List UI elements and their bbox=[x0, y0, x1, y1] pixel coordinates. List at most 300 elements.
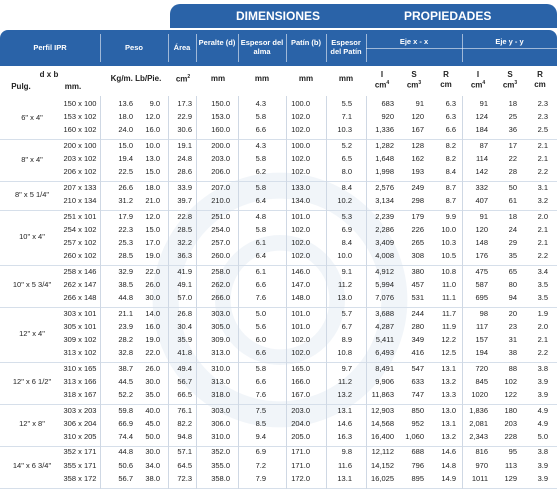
cell-sx: 298 bbox=[411, 196, 424, 205]
cell-ry: 4.9 bbox=[537, 405, 548, 415]
cell-ix: 1,336 bbox=[375, 125, 394, 135]
cell-sx: 796 bbox=[411, 460, 424, 470]
cell-iy: 120 bbox=[475, 224, 488, 234]
cell-iy: 142 bbox=[475, 167, 488, 177]
cell-ry: 2.2 bbox=[537, 348, 548, 358]
cell-peso-kg: 32.9 bbox=[118, 266, 133, 276]
cell-espesor-alma: 5.0 bbox=[255, 308, 266, 318]
cell-iy: 87 bbox=[479, 140, 488, 150]
cell-iy: 91 bbox=[479, 99, 488, 108]
cell-area: 66.5 bbox=[177, 390, 192, 399]
cell-ry: 2.3 bbox=[537, 112, 548, 122]
cell-ry: 4.9 bbox=[537, 418, 548, 428]
cell-dim: 313 x 102 bbox=[63, 348, 97, 358]
cell-rx: 6.3 bbox=[445, 112, 456, 122]
cell-sx: 162 bbox=[411, 154, 424, 164]
cell-area: 28.5 bbox=[177, 224, 192, 234]
cell-ry: 1.9 bbox=[537, 308, 548, 318]
cell-espesor-alma: 7.6 bbox=[255, 293, 266, 302]
cell-ry: 2.1 bbox=[537, 224, 548, 234]
cell-rx: 9.9 bbox=[445, 211, 456, 221]
unit-iy-label: I bbox=[476, 70, 480, 79]
cell-sy: 24 bbox=[508, 224, 517, 234]
cell-sy: 20 bbox=[508, 308, 517, 318]
cell-peso-kg: 25.3 bbox=[118, 237, 133, 247]
unit-area: $cm^2$ bbox=[175, 74, 191, 84]
cell-rx: 14.8 bbox=[441, 460, 456, 470]
cell-peralte: 260.0 bbox=[211, 251, 230, 261]
cell-peralte: 150.0 bbox=[211, 99, 230, 108]
cell-ix: 14,152 bbox=[371, 460, 394, 470]
cell-sx: 747 bbox=[411, 390, 424, 399]
cell-peralte: 318.0 bbox=[211, 390, 230, 399]
cell-patin: 203.0 bbox=[291, 405, 310, 415]
cell-peso-lb: 12.0 bbox=[145, 112, 160, 122]
header-espesor-patin: Espesor del Patín bbox=[330, 38, 362, 56]
cell-iy: 1011 bbox=[471, 473, 488, 483]
cell-sx: 349 bbox=[411, 334, 424, 344]
cell-iy: 98 bbox=[479, 308, 488, 318]
cell-peso-lb: 19.0 bbox=[145, 334, 160, 344]
cell-sx: 91 bbox=[415, 99, 424, 108]
cell-peralte: 258.0 bbox=[211, 266, 230, 276]
cell-espesor-alma: 7.6 bbox=[255, 390, 266, 399]
cell-rx: 12.2 bbox=[441, 334, 456, 344]
section-header-band bbox=[170, 4, 557, 28]
cell-espesor-patin: 14.6 bbox=[337, 418, 352, 428]
cell-sx: 128 bbox=[411, 140, 424, 150]
cell-dim: 150 x 100 bbox=[63, 99, 97, 108]
cell-peso-kg: 21.1 bbox=[118, 308, 133, 318]
cell-espesor-alma: 7.5 bbox=[255, 405, 266, 415]
cell-ry: 3.5 bbox=[537, 293, 548, 302]
cell-patin: 205.0 bbox=[291, 431, 310, 441]
cell-peso-lb: 30.0 bbox=[145, 376, 160, 386]
cell-sx: 688 bbox=[411, 447, 424, 457]
cell-espesor-patin: 10.8 bbox=[337, 348, 352, 358]
cell-ix: 14,568 bbox=[371, 418, 394, 428]
cell-espesor-patin: 8.9 bbox=[341, 334, 352, 344]
cell-peso-lb: 9.0 bbox=[149, 99, 160, 108]
cell-area: 36.3 bbox=[177, 251, 192, 261]
group-label: 8" x 4" bbox=[21, 154, 43, 164]
cell-sy: 25 bbox=[508, 112, 517, 122]
cell-espesor-alma: 8.5 bbox=[255, 418, 266, 428]
unit-rx: cm bbox=[440, 80, 452, 89]
cell-peso-kg: 56.7 bbox=[118, 473, 133, 483]
cell-sx: 457 bbox=[411, 279, 424, 289]
cell-area: 26.8 bbox=[177, 308, 192, 318]
unit-dxb: d x b bbox=[39, 70, 59, 79]
cell-area: 32.2 bbox=[177, 237, 192, 247]
cell-dim: 257 x 102 bbox=[63, 237, 97, 247]
cell-iy: 2,081 bbox=[469, 418, 488, 428]
cell-area: 39.7 bbox=[177, 196, 192, 205]
cell-ix: 4,912 bbox=[375, 266, 394, 276]
unit-sx-label: S bbox=[411, 70, 417, 79]
cell-sx: 193 bbox=[411, 167, 424, 177]
column-divider bbox=[238, 96, 239, 489]
cell-peso-kg: 32.8 bbox=[118, 348, 133, 358]
cell-espesor-alma: 5.8 bbox=[255, 182, 266, 192]
cell-peso-lb: 16.0 bbox=[145, 321, 160, 331]
cell-ry: 3.8 bbox=[537, 447, 548, 457]
cell-area: 28.6 bbox=[177, 167, 192, 177]
cell-ix: 11,863 bbox=[371, 390, 394, 399]
cell-sy: 18 bbox=[508, 99, 517, 108]
cell-sx: 120 bbox=[411, 112, 424, 122]
cell-peso-kg: 22.5 bbox=[118, 167, 133, 177]
cell-area: 22.9 bbox=[177, 112, 192, 122]
cell-sy: 80 bbox=[508, 279, 517, 289]
cell-iy: 695 bbox=[475, 293, 488, 302]
cell-rx: 10.0 bbox=[441, 224, 456, 234]
cell-sy: 35 bbox=[508, 251, 517, 261]
cell-patin: 148.0 bbox=[291, 293, 310, 302]
unit-ry-label: R bbox=[537, 70, 543, 79]
cell-sx: 226 bbox=[411, 224, 424, 234]
cell-ix: 5,994 bbox=[375, 279, 394, 289]
cell-peralte: 206.0 bbox=[211, 167, 230, 177]
cell-peso-lb: 45.0 bbox=[145, 418, 160, 428]
cell-peso-kg: 26.6 bbox=[118, 182, 133, 192]
cell-espesor-alma: 6.2 bbox=[255, 167, 266, 177]
cell-peso-lb: 26.0 bbox=[145, 279, 160, 289]
cell-ix: 5,411 bbox=[375, 334, 394, 344]
cell-area: 56.7 bbox=[177, 376, 192, 386]
cell-sx: 265 bbox=[411, 237, 424, 247]
unit-pulg: Pulg. bbox=[11, 82, 31, 91]
cell-dim: 153 x 102 bbox=[63, 112, 97, 122]
cell-peso-lb: 50.0 bbox=[145, 431, 160, 441]
cell-rx: 8.7 bbox=[445, 182, 456, 192]
cell-espesor-alma: 6.6 bbox=[255, 125, 266, 135]
cell-peso-lb: 18.0 bbox=[145, 182, 160, 192]
unit-sy-label: S bbox=[507, 70, 513, 79]
cell-iy: 176 bbox=[475, 251, 488, 261]
header-perfil: Perfil IPR bbox=[33, 43, 67, 52]
cell-area: 22.8 bbox=[177, 211, 192, 221]
cell-sx: 416 bbox=[411, 348, 424, 358]
unit-sx: $cm^3$ bbox=[406, 80, 422, 90]
group-label: 12" x 6 1/2" bbox=[12, 377, 52, 387]
cell-rx: 8.4 bbox=[445, 167, 456, 177]
cell-dim: 210 x 134 bbox=[63, 196, 97, 205]
cell-dim: 310 x 205 bbox=[63, 431, 97, 441]
cell-ry: 5.0 bbox=[537, 431, 548, 441]
cell-sx: 531 bbox=[411, 293, 424, 302]
cell-rx: 11.7 bbox=[441, 308, 456, 318]
cell-peso-lb: 26.0 bbox=[145, 363, 160, 373]
cell-sy: 29 bbox=[508, 237, 517, 247]
cell-espesor-patin: 13.1 bbox=[337, 405, 352, 415]
cell-iy: 117 bbox=[476, 321, 488, 331]
cell-ry: 3.9 bbox=[537, 376, 548, 386]
cell-rx: 8.7 bbox=[445, 196, 456, 205]
cell-espesor-patin: 6.9 bbox=[341, 224, 352, 234]
cell-sy: 22 bbox=[508, 154, 517, 164]
cell-peso-lb: 14.0 bbox=[145, 308, 160, 318]
cell-iy: 148 bbox=[475, 237, 488, 247]
cell-iy: 1,836 bbox=[469, 405, 488, 415]
cell-peso-kg: 17.9 bbox=[118, 211, 133, 221]
cell-dim: 262 x 147 bbox=[63, 279, 97, 289]
column-divider bbox=[326, 96, 327, 489]
cell-peralte: 207.0 bbox=[211, 182, 230, 192]
group-label: 8" x 5 1/4" bbox=[14, 190, 50, 199]
cell-espesor-patin: 13.2 bbox=[337, 390, 352, 399]
cell-iy: 720 bbox=[475, 363, 488, 373]
group-divider bbox=[0, 488, 557, 489]
cell-dim: 258 x 146 bbox=[63, 266, 97, 276]
cell-peralte: 203.0 bbox=[211, 154, 230, 164]
cell-peso-kg: 18.0 bbox=[118, 112, 133, 122]
cell-sy: 23 bbox=[508, 321, 517, 331]
cell-dim: 310 x 165 bbox=[63, 363, 97, 373]
cell-sy: 113 bbox=[505, 460, 517, 470]
cell-area: 57.1 bbox=[177, 447, 192, 457]
cell-patin: 171.0 bbox=[291, 460, 310, 470]
cell-area: 49.4 bbox=[177, 363, 192, 373]
cell-peso-lb: 17.0 bbox=[145, 237, 160, 247]
cell-dim: 352 x 171 bbox=[63, 447, 97, 457]
cell-espesor-alma: 7.9 bbox=[255, 473, 266, 483]
header-eje-y: Eje y - y bbox=[495, 37, 524, 46]
header-area: Área bbox=[173, 43, 191, 52]
cell-ix: 1,282 bbox=[375, 140, 394, 150]
cell-area: 30.6 bbox=[177, 125, 192, 135]
cell-rx: 13.2 bbox=[441, 376, 456, 386]
cell-peralte: 153.0 bbox=[211, 112, 230, 122]
cell-ix: 920 bbox=[381, 112, 394, 122]
cell-area: 24.8 bbox=[177, 154, 192, 164]
cell-peralte: 262.0 bbox=[211, 279, 230, 289]
cell-peso-kg: 44.5 bbox=[118, 376, 133, 386]
cell-peralte: 355.0 bbox=[211, 460, 230, 470]
cell-sx: 547 bbox=[411, 363, 424, 373]
cell-peso-lb: 35.0 bbox=[145, 390, 160, 399]
cell-area: 17.3 bbox=[177, 99, 192, 108]
cell-patin: 102.0 bbox=[291, 167, 310, 177]
cell-ix: 12,903 bbox=[371, 405, 394, 415]
cell-peralte: 254.0 bbox=[211, 224, 230, 234]
group-label: 10" x 4" bbox=[19, 231, 45, 241]
group-label: 10" x 5 3/4" bbox=[12, 280, 52, 290]
cell-espesor-alma: 4.3 bbox=[255, 99, 266, 108]
cell-ix: 16,025 bbox=[371, 473, 394, 483]
cell-espesor-alma: 4.8 bbox=[255, 211, 266, 221]
cell-ix: 1,998 bbox=[375, 167, 394, 177]
cell-dim: 306 x 204 bbox=[63, 418, 97, 428]
cell-sx: 249 bbox=[411, 182, 424, 192]
cell-ry: 2.1 bbox=[537, 154, 548, 164]
cell-espesor-patin: 11.2 bbox=[337, 279, 352, 289]
cell-peso-lb: 15.0 bbox=[145, 224, 160, 234]
cell-espesor-alma: 6.1 bbox=[255, 266, 266, 276]
cell-dim: 203 x 102 bbox=[63, 154, 97, 164]
cell-peso-kg: 24.0 bbox=[118, 125, 133, 135]
cell-sy: 88 bbox=[508, 363, 517, 373]
cell-espesor-patin: 5.3 bbox=[341, 211, 352, 221]
cell-patin: 101.0 bbox=[291, 308, 310, 318]
cell-ry: 3.4 bbox=[537, 266, 548, 276]
cell-sy: 36 bbox=[508, 125, 517, 135]
cell-rx: 12.5 bbox=[441, 348, 456, 358]
cell-area: 94.8 bbox=[177, 431, 192, 441]
cell-sx: 280 bbox=[411, 321, 424, 331]
cell-peso-kg: 59.8 bbox=[118, 405, 133, 415]
cell-espesor-patin: 10.0 bbox=[337, 251, 352, 261]
cell-iy: 184 bbox=[475, 125, 488, 135]
cell-area: 57.0 bbox=[177, 293, 192, 302]
cell-rx: 8.2 bbox=[445, 154, 456, 164]
cell-peso-kg: 15.0 bbox=[118, 140, 133, 150]
group-label: 6" x 4" bbox=[21, 112, 43, 122]
unit-rx-label: R bbox=[443, 70, 449, 79]
cell-ix: 3,688 bbox=[375, 308, 394, 318]
cell-ix: 1,648 bbox=[375, 154, 394, 164]
cell-iy: 91 bbox=[479, 211, 488, 221]
cell-patin: 102.0 bbox=[291, 348, 310, 358]
cell-iy: 475 bbox=[475, 266, 488, 276]
cell-ix: 6,493 bbox=[375, 348, 394, 358]
cell-patin: 102.0 bbox=[291, 224, 310, 234]
cell-rx: 14.6 bbox=[441, 447, 456, 457]
cell-sx: 1,060 bbox=[405, 431, 424, 441]
cell-patin: 204.0 bbox=[291, 418, 310, 428]
cell-iy: 970 bbox=[475, 460, 488, 470]
cell-espesor-alma: 7.2 bbox=[255, 460, 266, 470]
cell-iy: 845 bbox=[475, 376, 488, 386]
cell-ry: 3.5 bbox=[537, 279, 548, 289]
cell-patin: 171.0 bbox=[291, 447, 310, 457]
cell-ry: 2.2 bbox=[537, 251, 548, 261]
cell-sy: 102 bbox=[504, 376, 517, 386]
header-espesor-alma: Espesor del alma bbox=[240, 38, 284, 56]
cell-peralte: 257.0 bbox=[211, 237, 230, 247]
cell-peralte: 305.0 bbox=[211, 321, 230, 331]
cell-espesor-patin: 9.8 bbox=[341, 447, 352, 457]
cell-sx: 895 bbox=[411, 473, 424, 483]
cell-espesor-alma: 5.8 bbox=[255, 363, 266, 373]
cell-peso-kg: 13.6 bbox=[118, 99, 133, 108]
cell-peso-lb: 30.0 bbox=[145, 447, 160, 457]
unit-ry: cm bbox=[534, 80, 546, 89]
cell-dim: 260 x 102 bbox=[63, 251, 97, 261]
cell-dim: 266 x 148 bbox=[63, 293, 97, 302]
cell-espesor-patin: 8.0 bbox=[341, 167, 352, 177]
cell-espesor-alma: 6.9 bbox=[255, 447, 266, 457]
cell-ry: 2.1 bbox=[537, 140, 548, 150]
cell-dim: 309 x 102 bbox=[63, 334, 97, 344]
cell-sy: 61 bbox=[508, 196, 517, 205]
cell-sy: 203 bbox=[504, 418, 517, 428]
cell-iy: 157 bbox=[475, 334, 488, 344]
cell-espesor-alma: 6.6 bbox=[255, 376, 266, 386]
cell-sy: 50 bbox=[508, 182, 517, 192]
cell-espesor-alma: 6.0 bbox=[255, 334, 266, 344]
cell-ix: 2,576 bbox=[375, 182, 394, 192]
cell-espesor-patin: 7.1 bbox=[341, 112, 352, 122]
cell-ry: 3.8 bbox=[537, 363, 548, 373]
cell-peralte: 313.0 bbox=[211, 348, 230, 358]
cell-peso-lb: 30.0 bbox=[145, 293, 160, 302]
cell-iy: 1020 bbox=[471, 390, 488, 399]
cell-peso-kg: 28.5 bbox=[118, 251, 133, 261]
column-divider bbox=[196, 96, 197, 489]
units-row bbox=[0, 66, 557, 96]
cell-iy: 332 bbox=[475, 182, 488, 192]
cell-area: 41.8 bbox=[177, 348, 192, 358]
cell-sy: 228 bbox=[504, 431, 517, 441]
cell-peso-lb: 10.0 bbox=[145, 140, 160, 150]
column-divider bbox=[366, 96, 367, 489]
cell-sy: 17 bbox=[508, 140, 517, 150]
cell-sx: 179 bbox=[411, 211, 424, 221]
cell-iy: 124 bbox=[475, 112, 488, 122]
cell-peralte: 303.0 bbox=[211, 405, 230, 415]
cell-espesor-patin: 5.7 bbox=[341, 308, 352, 318]
cell-rx: 8.2 bbox=[445, 140, 456, 150]
cell-peralte: 352.0 bbox=[211, 447, 230, 457]
cell-dim: 160 x 102 bbox=[63, 125, 97, 135]
cell-espesor-patin: 13.0 bbox=[337, 293, 352, 302]
cell-ry: 3.9 bbox=[537, 460, 548, 470]
cell-sy: 31 bbox=[508, 334, 517, 344]
cell-dim: 305 x 101 bbox=[63, 321, 97, 331]
cell-peso-lb: 38.0 bbox=[145, 473, 160, 483]
cell-iy: 2,343 bbox=[469, 431, 488, 441]
cell-espesor-patin: 8.4 bbox=[341, 237, 352, 247]
cell-sx: 952 bbox=[411, 418, 424, 428]
column-divider bbox=[168, 96, 169, 489]
cell-espesor-alma: 6.4 bbox=[255, 196, 266, 205]
cell-sx: 850 bbox=[411, 405, 424, 415]
cell-patin: 102.0 bbox=[291, 251, 310, 261]
cell-ix: 16,400 bbox=[371, 431, 394, 441]
cell-peso-kg: 19.4 bbox=[118, 154, 133, 164]
cell-rx: 11.9 bbox=[441, 321, 456, 331]
unit-peso: Kg/m. Lb/Pie. bbox=[110, 74, 162, 83]
cell-peralte: 310.0 bbox=[211, 431, 230, 441]
cell-espesor-alma: 6.4 bbox=[255, 251, 266, 261]
cell-iy: 407 bbox=[475, 196, 488, 205]
cell-rx: 13.3 bbox=[441, 390, 456, 399]
cell-sy: 95 bbox=[508, 447, 517, 457]
cell-sy: 18 bbox=[508, 211, 517, 221]
unit-mm: mm. bbox=[64, 82, 82, 91]
cell-patin: 102.0 bbox=[291, 237, 310, 247]
unit-iy: $cm^4$ bbox=[470, 80, 486, 90]
unit-patin: mm bbox=[298, 74, 314, 83]
cell-patin: 147.0 bbox=[291, 279, 310, 289]
cell-espesor-patin: 8.4 bbox=[341, 182, 352, 192]
unit-ix: $cm^4$ bbox=[374, 80, 390, 90]
cell-patin: 100.0 bbox=[291, 140, 310, 150]
cell-area: 82.2 bbox=[177, 418, 192, 428]
cell-espesor-alma: 9.4 bbox=[255, 431, 266, 441]
cell-patin: 134.0 bbox=[291, 196, 310, 205]
cell-area: 35.9 bbox=[177, 334, 192, 344]
cell-peso-lb: 21.0 bbox=[145, 196, 160, 205]
cell-peso-lb: 40.0 bbox=[145, 405, 160, 415]
cell-ry: 2.1 bbox=[537, 334, 548, 344]
cell-espesor-patin: 16.3 bbox=[337, 431, 352, 441]
cell-espesor-alma: 4.3 bbox=[255, 140, 266, 150]
cell-peralte: 306.0 bbox=[211, 418, 230, 428]
cell-rx: 10.3 bbox=[441, 237, 456, 247]
cell-sy: 94 bbox=[508, 293, 517, 302]
